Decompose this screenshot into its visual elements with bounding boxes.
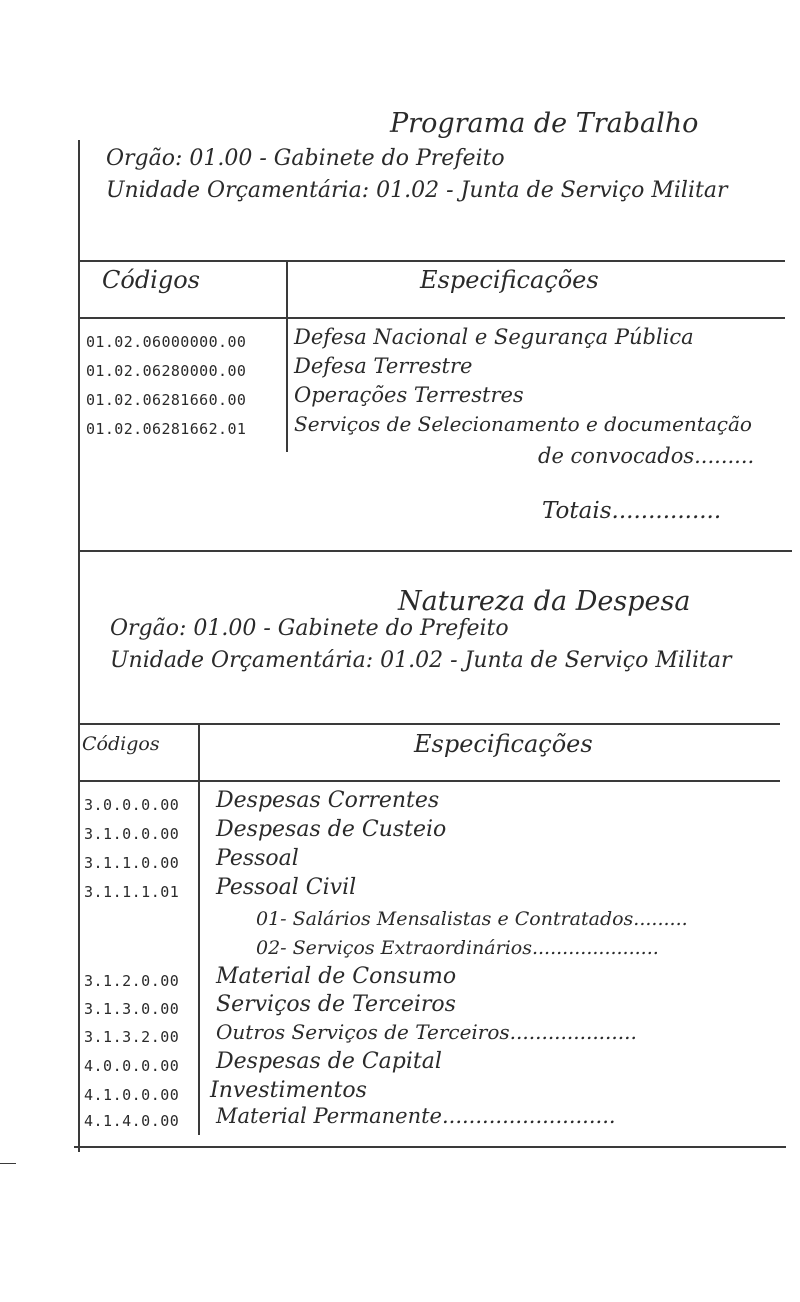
natureza-orgao: Orgão: 01.00 - Gabinete do Prefeito — [110, 616, 509, 641]
natureza-unidade: Unidade Orçamentária: 01.02 - Junta de Serviço Militar — [110, 648, 732, 673]
natureza-code: 4.1.4.0.00 — [84, 1112, 180, 1130]
natureza-code: 4.1.0.0.00 — [84, 1086, 180, 1104]
programa-code: 01.02.06281660.00 — [86, 391, 247, 409]
programa-orgao: Orgão: 01.00 - Gabinete do Prefeito — [106, 146, 505, 171]
programa-subheader-line — [80, 317, 785, 319]
natureza-spec: Investimentos — [210, 1078, 367, 1103]
natureza-code: 4.0.0.0.00 — [84, 1057, 180, 1075]
natureza-header-line — [80, 723, 780, 725]
programa-continuation: de convocados......... — [538, 444, 755, 468]
programa-title: Programa de Trabalho — [390, 108, 699, 139]
natureza-spec: Despesas de Capital — [216, 1049, 442, 1074]
natureza-spec: Pessoal Civil — [216, 875, 357, 900]
natureza-col-codigos: Códigos — [82, 733, 160, 755]
programa-col-especificacoes: Especificações — [420, 266, 599, 294]
natureza-spec: Despesas Correntes — [216, 788, 440, 813]
left-margin-line — [78, 140, 80, 1152]
natureza-code: 3.1.3.2.00 — [84, 1028, 180, 1046]
programa-spec: Operações Terrestres — [294, 383, 524, 407]
natureza-spec: Material Permanente.......................... — [216, 1104, 616, 1128]
natureza-subheader-line — [80, 780, 780, 782]
programa-unidade: Unidade Orçamentária: 01.02 - Junta de Serviço Militar — [106, 178, 728, 203]
programa-code: 01.02.06280000.00 — [86, 362, 247, 380]
programa-totals: Totais............... — [542, 498, 722, 524]
section-divider — [80, 550, 792, 552]
natureza-subitem: 01- Salários Mensalistas e Contratados......... — [256, 908, 688, 930]
natureza-spec: Pessoal — [216, 846, 299, 871]
programa-spec: Defesa Nacional e Segurança Pública — [294, 325, 694, 349]
natureza-col-especificacoes: Especificações — [414, 730, 593, 758]
natureza-spec: Despesas de Custeio — [216, 817, 447, 842]
bottom-left-tick — [0, 1163, 16, 1164]
programa-spec: Defesa Terrestre — [294, 354, 473, 378]
natureza-code: 3.1.1.0.00 — [84, 854, 180, 872]
natureza-bottom-line — [74, 1146, 786, 1148]
programa-header-line — [80, 260, 785, 262]
natureza-code: 3.1.3.0.00 — [84, 1000, 180, 1018]
programa-column-divider — [286, 262, 288, 452]
programa-spec: Serviços de Selecionamento e documentação — [294, 412, 752, 436]
natureza-code: 3.1.0.0.00 — [84, 825, 180, 843]
natureza-subitem: 02- Serviços Extraordinários..................... — [256, 937, 659, 959]
programa-col-codigos: Códigos — [102, 266, 200, 294]
natureza-title: Natureza da Despesa — [398, 586, 691, 617]
natureza-column-divider — [198, 725, 200, 1135]
natureza-spec: Material de Consumo — [216, 964, 457, 989]
natureza-spec: Serviços de Terceiros — [216, 992, 456, 1017]
natureza-code: 3.1.1.1.01 — [84, 883, 180, 901]
programa-code: 01.02.06000000.00 — [86, 333, 247, 351]
programa-code: 01.02.06281662.01 — [86, 420, 247, 438]
natureza-code: 3.1.2.0.00 — [84, 972, 180, 990]
natureza-code: 3.0.0.0.00 — [84, 796, 180, 814]
natureza-spec: Outros Serviços de Terceiros.................... — [216, 1020, 637, 1044]
